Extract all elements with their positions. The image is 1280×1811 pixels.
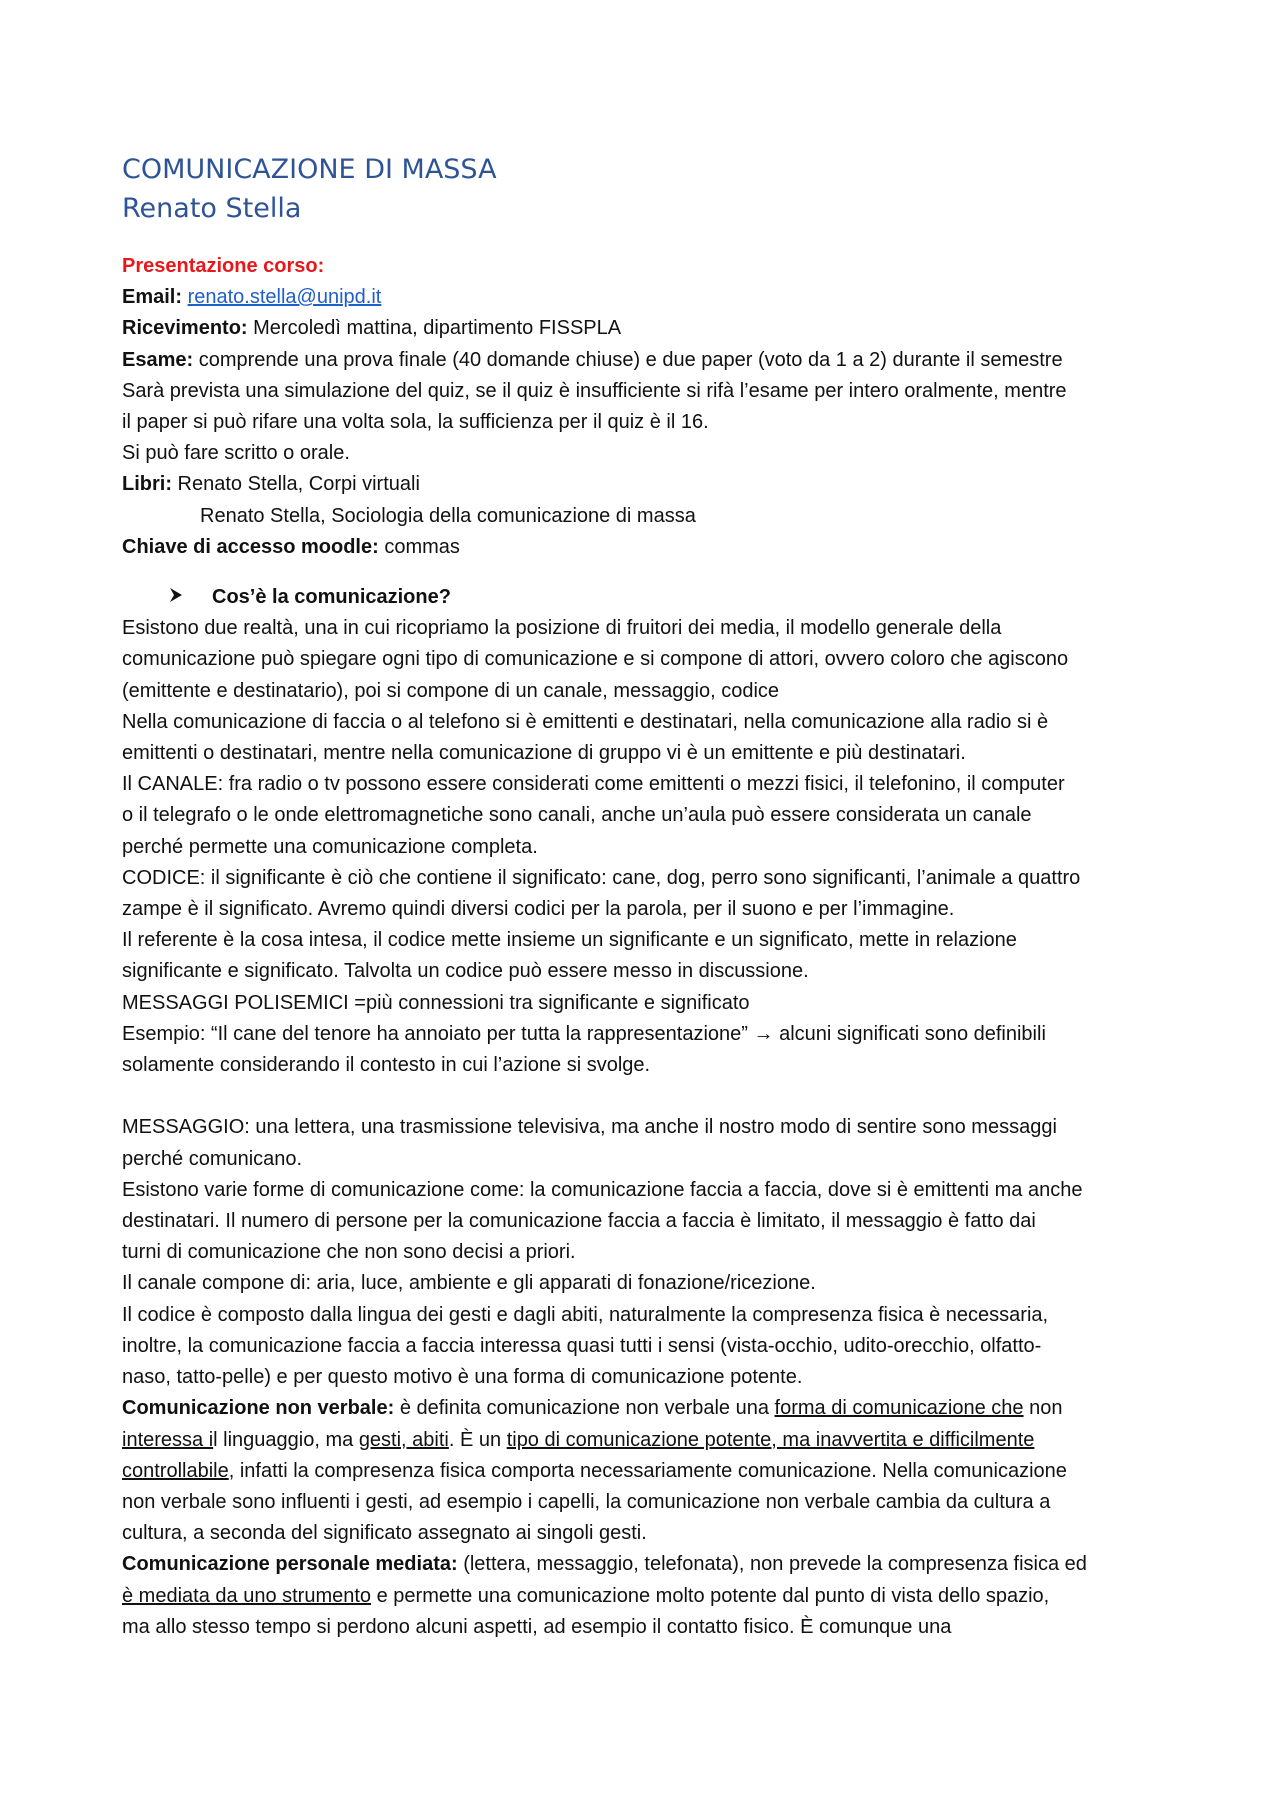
text-line: Il referente è la cosa intesa, il codice mette insieme un significante e un significato, mette in relazione (122, 929, 1017, 952)
text-line: naso, tatto-pelle) e per questo motivo è una forma di comunicazione potente. (122, 1366, 803, 1389)
text-line (122, 1425, 1172, 1456)
nv-label: Comunicazione non verbale: (122, 1397, 395, 1420)
text-line: significante e significato. Talvolta un codice può essere messo in discussione. (122, 960, 809, 983)
text-run: l linguaggio, ma (213, 1428, 359, 1451)
esempio-text-cont: alcuni significati sono definibili (773, 1022, 1046, 1045)
presentation-heading: Presentazione corso: (122, 255, 325, 277)
text-line: destinatari. Il numero di persone per la comunicazione faccia a faccia è limitato, il messaggio è fatto dai (122, 1210, 1036, 1233)
email-line (122, 282, 1172, 313)
text-line: Esistono varie forme di comunicazione come: la comunicazione faccia a faccia, dove si è emittenti ma anche (122, 1178, 1083, 1201)
libri-value-2: Renato Stella, Sociologia della comunicazione di massa (200, 504, 696, 527)
text-line: emittenti o destinatari, mentre nella comunicazione di gruppo vi è un emittente e più destinatari. (122, 742, 966, 765)
esame-value: comprende una prova finale (40 domande chiuse) e due paper (voto da 1 a 2) durante il semestre (193, 348, 1063, 371)
email-link[interactable]: renato.stella@unipd.it (187, 286, 382, 309)
text-line: non verbale sono influenti i gesti, ad esempio i capelli, la comunicazione non verbale cambia da cultura a (122, 1490, 1051, 1513)
esame-note-3: Si può fare scritto o orale. (122, 442, 350, 465)
libri-label: Libri: (122, 473, 172, 496)
right-arrow-icon: → (753, 1022, 774, 1045)
paragraph-intro (122, 613, 1172, 1081)
email-label: Email: (122, 286, 183, 309)
esame-label: Esame: (122, 348, 194, 371)
text-run: e permette una comunicazione molto potente dal punto di vista dello spazio, (371, 1584, 1050, 1607)
paragraph-personale-mediata (122, 1549, 1172, 1643)
text-run: (lettera, messaggio, telefonata), non prevede la compresenza fisica ed (457, 1553, 1087, 1576)
arrowhead-bullet-icon (168, 582, 212, 613)
text-line: Il codice è composto dalla lingua dei gesti e dagli abiti, naturalmente la compresenza fisica è necessaria, (122, 1303, 1049, 1326)
text-run: . È un (448, 1428, 507, 1451)
chiave-value: commas (378, 535, 460, 558)
text-line: Il canale compone di: aria, luce, ambiente e gli apparati di fonazione/ricezione. (122, 1272, 816, 1295)
text-line: inoltre, la comunicazione faccia a faccia interessa quasi tutti i sensi (vista-occhio, udito-orecchio, olfatto- (122, 1334, 1042, 1357)
esame-line (122, 345, 1172, 376)
underlined-run: gesti, abiti (358, 1428, 449, 1451)
underlined-run: forma di comunicazione che (774, 1397, 1024, 1420)
text-run: non (1023, 1397, 1063, 1420)
chiave-label: Chiave di accesso moodle: (122, 535, 379, 558)
text-run: , infatti la compresenza fisica comporta necessariamente comunicazione. Nella comunicazione (228, 1459, 1067, 1482)
document-title: COMUNICAZIONE DI MASSA (122, 154, 497, 185)
text-line: Esistono due realtà, una in cui ricopriamo la posizione di fruitori dei media, il modello generale della (122, 617, 1002, 640)
ricevimento-label: Ricevimento: (122, 317, 248, 340)
chiave-line (122, 532, 1172, 563)
text-line (122, 1581, 1172, 1612)
text-line: perché comunicano. (122, 1147, 303, 1170)
spacer (122, 228, 1172, 251)
text-line: cultura, a seconda del significato assegnato ai singoli gesti. (122, 1522, 647, 1545)
text-line: ma allo stesso tempo si perdono alcuni aspetti, ad esempio il contatto fisico. È comunque una (122, 1615, 952, 1638)
esempio-text: Esempio: “Il cane del tenore ha annoiato per tutta la rappresentazione” (122, 1022, 748, 1045)
text-line: MESSAGGIO: una lettera, una trasmissione televisiva, ma anche il nostro modo di sentire sono messaggi (122, 1116, 1057, 1139)
bullet-heading-text: Cos’è la comunicazione? (212, 586, 451, 609)
text-line: comunicazione può spiegare ogni tipo di comunicazione e si compone di attori, ovvero coloro che agiscono (122, 648, 1069, 671)
text-line: o il telegrafo o le onde elettromagnetiche sono canali, anche un’aula può essere considerata un canale (122, 804, 1032, 827)
underlined-run: interessa i (122, 1428, 214, 1451)
esempio-line (122, 1019, 1172, 1050)
document-subtitle: Renato Stella (122, 193, 302, 224)
paragraph-non-verbale (122, 1393, 1172, 1549)
text-line: CODICE: il significante è ciò che contiene il significato: cane, dog, perro sono significanti, l’animale a quattro (122, 866, 1081, 889)
text-line: MESSAGGI POLISEMICI =più connessioni tra significante e significato (122, 991, 750, 1014)
underlined-run: è mediata da uno strumento (122, 1584, 372, 1607)
text-line: turni di comunicazione che non sono decisi a priori. (122, 1241, 576, 1264)
text-line (122, 1393, 1172, 1424)
blank-line (122, 1081, 1172, 1112)
esame-note-1: Sarà prevista una simulazione del quiz, se il quiz è insufficiente si rifà l’esame per intero oralmente, mentre (122, 379, 1067, 402)
text-line: Il CANALE: fra radio o tv possono essere considerati come emittenti o mezzi fisici, il telefonino, il computer (122, 773, 1065, 796)
text-line (122, 1456, 1172, 1487)
underlined-run: controllabile (122, 1459, 229, 1482)
ricevimento-line (122, 313, 1172, 344)
text-line: Nella comunicazione di faccia o al telefono si è emittenti e destinatari, nella comunicazione alla radio si è (122, 710, 1049, 733)
ricevimento-value: Mercoledì mattina, dipartimento FISSPLA (247, 317, 622, 340)
bullet-heading-row (122, 582, 1172, 613)
underlined-run: tipo di comunicazione potente, ma inavvertita e difficilmente (506, 1428, 1035, 1451)
text-line (122, 1549, 1172, 1580)
libri-line (122, 469, 1172, 500)
libri-value-1: Renato Stella, Corpi virtuali (172, 473, 420, 496)
text-line: (emittente e destinatario), poi si compone di un canale, messaggio, codice (122, 679, 780, 702)
text-run: è definita comunicazione non verbale una (394, 1397, 775, 1420)
paragraph-messaggio (122, 1112, 1172, 1393)
text-line: perché permette una comunicazione completa. (122, 835, 538, 858)
esame-note-2: il paper si può rifare una volta sola, la sufficienza per il quiz è il 16. (122, 411, 709, 434)
pm-label: Comunicazione personale mediata: (122, 1553, 458, 1576)
text-line: solamente considerando il contesto in cui l’azione si svolge. (122, 1054, 651, 1077)
document-body (122, 150, 1172, 1643)
text-line: zampe è il significato. Avremo quindi diversi codici per la parola, per il suono e per l’immagine. (122, 898, 955, 921)
